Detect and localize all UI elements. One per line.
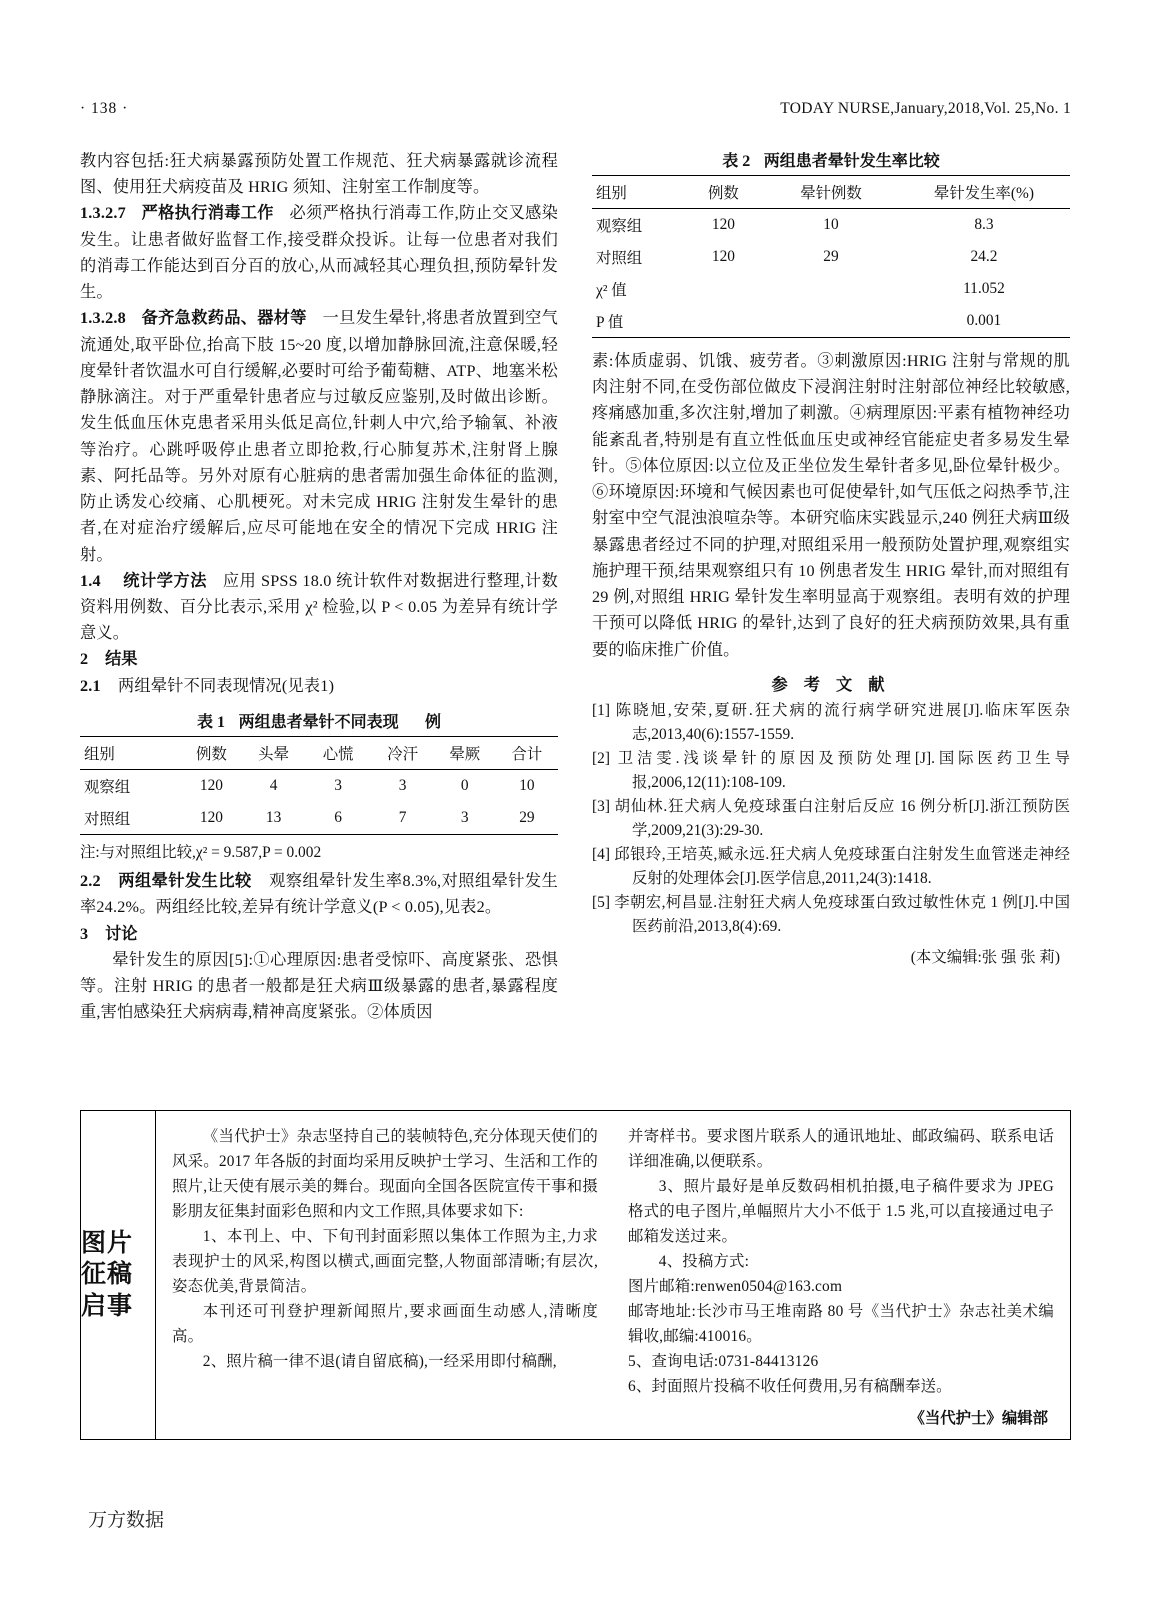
table2-stat0-label: χ² 值 <box>596 282 627 299</box>
editor-credit: (本文编辑:张 强 张 莉) <box>910 949 1060 967</box>
reference-item: [4] 邱银玲,王培英,臧永远.狂犬病人免疫球蛋白注射发生血管迷走神经反射的处理体会[J].医学信息,2011,24(3):1418. <box>592 846 1070 888</box>
table2-col-faint-rate: 晕针发生率(%) <box>898 176 1070 209</box>
table2-col-cases: 例数 <box>683 176 764 209</box>
table2-stat1-label: P 值 <box>592 305 683 338</box>
table2-caption <box>592 148 1070 171</box>
table2-stat1-value: 0.001 <box>898 305 1070 338</box>
notice-paragraph: 1、本刊上、中、下旬刊封面彩照以集体工作照为主,力求表现护士的风采,构图以横式,画面完整,人物面部清晰;有层次,姿态优美,背景简洁。 <box>172 1227 598 1295</box>
section-3-text: 晕针发生的原因[5]:①心理原因:患者受惊吓、高度紧张、恐惧等。注射 HRIG 的患者一般都是狂犬病Ⅲ级暴露的患者,暴露程度重,害怕感染狂犬病病毒,精神高度紧张。②体质因 <box>80 950 558 1022</box>
table-row <box>592 209 1070 242</box>
notice-paragraph: 3、照片最好是单反数码相机拍摄,电子稿件要求为 JPEG 格式的电子图片,单幅照片大小不低于 1.5 兆,可以直接通过电子邮箱发送过来。 <box>628 1177 1054 1245</box>
discussion-continued: 素:体质虚弱、饥饿、疲劳者。③刺激原因:HRIG 注射与常规的肌肉注射不同,在受伤部位做皮下浸润注射时注射部位神经比较敏感,疼痛感加重,多次注射,增加了刺激。④病理原因:平素有植物神经功能紊乱者,特别是有直立性低血压史或神经官能症史者多易发生晕针。⑤体位原因:以立位及正坐位发生晕针者多见,卧位晕针极少。⑥环境原因:环境和气候因素也可促使晕针,如气压低之闷热季节,注射室中空气混浊浪喧杂等。本研究临床实践显示,240 例狂犬病Ⅲ级暴露患者经过不同的护理,对照组采用一般预防处置护理,观察组实施护理干预,结果观察组只有 10 例患者发生 HRIG 晕针,而对照组有 29 例,对照组 HRIG 晕针发生率明显高于观察组。表明有效的护理干预可以降低 HRIG 的晕针,达到了良好的狂犬病预防效果,具有重要的临床推广价值。 <box>592 352 1070 659</box>
reference-item: [1] 陈晓旭,安荣,夏研.狂犬病的流行病学研究进展[J].临床军医杂志,2013,40(6):1557-1559. <box>592 701 1070 743</box>
table1-col-group: 组别 <box>80 736 180 769</box>
notice-address-line: 邮寄地址:长沙市马王堆南路 80 号《当代护士》杂志社美术编辑收,邮编:410016。 <box>628 1302 1054 1345</box>
table-row <box>80 769 558 802</box>
right-column <box>592 148 1070 1025</box>
table1-r0-c0: 观察组 <box>84 778 131 796</box>
table1-r1-c4: 7 <box>372 802 434 835</box>
table1-note: 注:与对照组比较,χ² = 9.587,P = 0.002 <box>80 843 322 861</box>
notice-left-column <box>172 1125 598 1429</box>
section-14 <box>80 568 558 647</box>
section-2-heading <box>80 646 558 672</box>
section-22-text: 观察组晕针发生率8.3%,对照组晕针发生率24.2%。两组经比较,差异有统计学意义(P < 0.05),见表2。 <box>80 872 558 917</box>
table1-r0-c6: 10 <box>519 776 535 794</box>
page-header <box>80 100 1071 118</box>
section-2-title: 结果 <box>105 650 138 669</box>
table2-r0-c0: 观察组 <box>596 218 643 235</box>
photo-call-for-papers-box <box>80 1110 1071 1440</box>
paragraph-education-content: 教内容包括:狂犬病暴露预防处置工作规范、狂犬病暴露就诊流程图、使用狂犬病疫苗及 HRIG 须知、注射室工作制度等。 <box>80 152 558 197</box>
section-1328 <box>80 305 558 567</box>
table2-header-row <box>592 176 1070 209</box>
notice-paragraph: 并寄样书。要求图片联系人的通讯地址、邮政编码、联系电话详细准确,以便联系。 <box>628 1128 1054 1170</box>
table1-r0-c4: 3 <box>398 776 407 794</box>
section-1327-title: 严格执行消毒工作 <box>141 204 274 223</box>
section-21-title: 两组晕针不同表现情况(见表1) <box>118 676 335 695</box>
table1-title: 两组患者晕针不同表现 <box>238 713 399 731</box>
section-1328-number: 1.3.2.8 <box>80 309 126 328</box>
table1-col-total: 合计 <box>496 736 558 769</box>
table2-col-faint-cases: 晕针例数 <box>764 176 898 209</box>
table1-r1-c1: 120 <box>180 802 242 835</box>
section-1327-number: 1.3.2.7 <box>80 204 126 223</box>
table2-r0-c1: 120 <box>711 216 735 233</box>
table2-r1-c0: 对照组 <box>596 250 643 267</box>
table1-number: 表 1 <box>196 713 225 731</box>
table-row <box>592 273 1070 305</box>
section-1327-text: 必须严格执行消毒工作,防止交叉感染发生。让患者做好监督工作,接受群众投诉。让每一位患者对我们的消毒工作能达到百分百的放心,从而减轻其心理负担,预防晕针发生。 <box>80 204 559 302</box>
reference-item: [3] 胡仙林.狂犬病人免疫球蛋白注射后反应 16 例分析[J].浙江预防医学,2009,21(3):29-30. <box>592 797 1070 839</box>
notice-paragraph: 2、照片稿一律不退(请自留底稿),一经采用即付稿酬, <box>202 1352 557 1370</box>
notice-paragraph: 本刊还可刊登护理新闻照片,要求画面生动感人,清晰度高。 <box>172 1302 598 1345</box>
table1-col-coldsweat: 冷汗 <box>372 736 434 769</box>
journal-citation: TODAY NURSE,January,2018,Vol. 25,No. 1 <box>780 100 1071 117</box>
wanfang-watermark: 万方数据 <box>88 1510 165 1531</box>
section-22-number: 2.2 <box>80 872 101 891</box>
table2-r0-c3: 8.3 <box>974 216 994 233</box>
left-column <box>80 148 558 1025</box>
table2-col-group: 组别 <box>592 176 683 209</box>
reference-item: [5] 李朝宏,柯昌显.注射狂犬病人免疫球蛋白致过敏性休克 1 例[J].中国医药前沿,2013,8(4):69. <box>592 894 1070 936</box>
table1-r1-c2: 13 <box>243 802 305 835</box>
section-21-heading <box>80 673 558 699</box>
table1-col-palpitation: 心慌 <box>305 736 372 769</box>
table2-stat0-value: 11.052 <box>963 280 1005 297</box>
notice-signature: 《当代护士》编辑部 <box>909 1410 1048 1428</box>
table2-title: 两组患者晕针发生率比较 <box>763 153 940 170</box>
table2-r1-c3: 24.2 <box>970 248 998 265</box>
table1-unit: 例 <box>425 713 442 731</box>
section-14-number: 1.4 <box>80 571 101 590</box>
notice-phone-line: 5、查询电话:0731-84413126 <box>628 1352 819 1370</box>
section-1327 <box>80 200 558 305</box>
table-row <box>592 241 1070 273</box>
table2 <box>592 175 1070 338</box>
table1-r1-c0: 对照组 <box>80 802 180 835</box>
section-21-number: 2.1 <box>80 676 101 695</box>
section-22 <box>80 868 558 920</box>
table2-r1-c2: 29 <box>823 248 839 265</box>
page-number: · 138 · <box>80 100 129 117</box>
reference-item: [2] 卫洁雯.浅谈晕针的原因及预防处理[J].国际医药卫生导报,2006,12(11):108-109. <box>592 749 1070 791</box>
section-1328-text: 一旦发生晕针,将患者放置到空气流通处,取平卧位,抬高下肢 15~20 度,以增加静脉回流,注意保暖,轻度晕针者饮温水可自行缓解,必要时可给予葡萄糖、ATP、地塞米松静脉滴注。对于严重晕针患者应与过敏反应鉴别,及时做出诊断。发生低血压休克患者采用头低足高位,针刺人中穴,给予输氧、补液等治疗。心跳呼吸停止患者立即抢救,行心肺复苏术,注射肾上腺素、阿托品等。另外对原有心脏病的患者需加强生命体征的监测,防止诱发心绞痛、心肌梗死。对未完成 HRIG 注射发生晕针的患者,在对症治疗缓解后,应尽可能地在安全的情况下完成 HRIG 注射。 <box>80 309 559 564</box>
notice-fee-line: 6、封面照片投稿不收任何费用,另有稿酬奉送。 <box>628 1377 952 1395</box>
section-2-number: 2 <box>80 650 89 669</box>
table2-r0-c2: 10 <box>823 216 839 233</box>
table1-col-cases: 例数 <box>180 736 242 769</box>
section-3-heading <box>80 921 558 947</box>
table1-r1-c5: 3 <box>434 802 496 835</box>
table-row <box>592 305 1070 338</box>
section-22-title: 两组晕针发生比较 <box>118 872 252 891</box>
table1-r0-c2: 4 <box>269 776 278 794</box>
section-14-title: 统计学方法 <box>123 571 207 590</box>
notice-right-column <box>628 1125 1054 1429</box>
table1-r0-c1: 120 <box>199 776 223 794</box>
article-columns <box>80 148 1071 1025</box>
section-14-text: 应用 SPSS 18.0 统计软件对数据进行整理,计数资料用例数、百分比表示,采用 χ² 检验,以 P < 0.05 为差异有统计学意义。 <box>80 571 559 643</box>
notice-paragraph: 4、投稿方式: <box>658 1252 750 1270</box>
notice-email-line[interactable]: 图片邮箱:renwen0504@163.com <box>628 1277 843 1295</box>
section-3-number: 3 <box>80 924 89 943</box>
table1-r1-c6: 29 <box>496 802 558 835</box>
table1-caption <box>80 709 558 732</box>
table2-r1-c1: 120 <box>711 248 735 265</box>
section-1328-title: 备齐急救药品、器材等 <box>141 309 307 328</box>
table2-number: 表 2 <box>722 153 751 170</box>
notice-vertical-title: 图片征稿启事 <box>81 1111 156 1439</box>
table-row <box>80 802 558 835</box>
references-title: 参 考 文 献 <box>771 675 891 694</box>
notice-body <box>156 1111 1070 1439</box>
table1-col-dizzy: 头晕 <box>243 736 305 769</box>
section-3-title: 讨论 <box>105 924 138 943</box>
notice-paragraph: 《当代护士》杂志坚持自己的装帧特色,充分体现天使们的风采。2017 年各版的封面均采用反映护士学习、生活和工作的照片,让天使有展示美的舞台。现面向全国各医院宣传干事和摄影朋友征集封面彩色照和内文工作照,具体要求如下: <box>172 1128 598 1220</box>
table1-r1-c3: 6 <box>305 802 372 835</box>
table1-r0-c5: 0 <box>460 776 469 794</box>
table1-col-syncope: 晕厥 <box>434 736 496 769</box>
table1-r0-c3: 3 <box>334 776 342 794</box>
table1 <box>80 736 558 835</box>
table1-header-row <box>80 736 558 769</box>
